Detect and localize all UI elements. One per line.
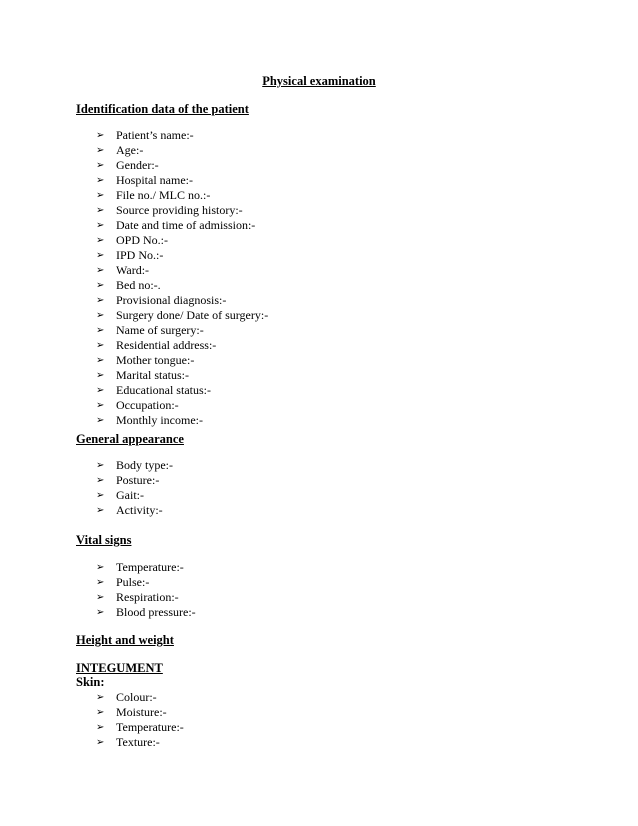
arrow-bullet-icon: ➢ (96, 340, 105, 351)
list-item (96, 690, 184, 705)
arrow-bullet-icon: ➢ (96, 505, 105, 516)
arrow-bullet-icon: ➢ (96, 250, 105, 261)
list-item-label: Name of surgery:- (116, 323, 204, 337)
arrow-bullet-icon: ➢ (96, 460, 105, 471)
list-item (96, 368, 268, 383)
list-item (96, 248, 268, 263)
list-item-label: Temperature:- (116, 560, 184, 574)
list-item-label: Temperature:- (116, 720, 184, 734)
list-item-label: Body type:- (116, 458, 173, 472)
list-item (96, 720, 184, 735)
arrow-bullet-icon: ➢ (96, 265, 105, 276)
list-item-label: Activity:- (116, 503, 163, 517)
list-integument (96, 690, 184, 750)
list-identification (96, 128, 268, 428)
arrow-bullet-icon: ➢ (96, 707, 105, 718)
arrow-bullet-icon: ➢ (96, 175, 105, 186)
arrow-bullet-icon: ➢ (96, 235, 105, 246)
page-title: Physical examination (262, 74, 376, 88)
list-item (96, 560, 196, 575)
arrow-bullet-icon: ➢ (96, 415, 105, 426)
list-item-label: Pulse:- (116, 575, 150, 589)
list-item-label: Source providing history:- (116, 203, 243, 217)
list-item-label: Gender:- (116, 158, 159, 172)
list-general-appearance (96, 458, 173, 518)
list-item-label: Colour:- (116, 690, 157, 704)
arrow-bullet-icon: ➢ (96, 475, 105, 486)
list-item (96, 398, 268, 413)
list-item-label: OPD No.:- (116, 233, 169, 247)
list-item (96, 293, 268, 308)
arrow-bullet-icon: ➢ (96, 160, 105, 171)
arrow-bullet-icon: ➢ (96, 400, 105, 411)
arrow-bullet-icon: ➢ (96, 722, 105, 733)
arrow-bullet-icon: ➢ (96, 737, 105, 748)
list-item-label: Age:- (116, 143, 144, 157)
list-item (96, 488, 173, 503)
list-item-label: Texture:- (116, 735, 160, 749)
arrow-bullet-icon: ➢ (96, 577, 105, 588)
arrow-bullet-icon: ➢ (96, 370, 105, 381)
arrow-bullet-icon: ➢ (96, 205, 105, 216)
list-item-label: Provisional diagnosis:- (116, 293, 227, 307)
list-item-label: Moisture:- (116, 705, 167, 719)
list-item (96, 353, 268, 368)
heading-general-appearance: General appearance (76, 432, 184, 446)
list-item-label: Date and time of admission:- (116, 218, 256, 232)
arrow-bullet-icon: ➢ (96, 220, 105, 231)
list-item-label: Patient’s name:- (116, 128, 194, 142)
list-item (96, 590, 196, 605)
list-item (96, 705, 184, 720)
arrow-bullet-icon: ➢ (96, 325, 105, 336)
arrow-bullet-icon: ➢ (96, 310, 105, 321)
list-item (96, 458, 173, 473)
heading-identification: Identification data of the patient (76, 102, 249, 116)
list-item-label: Respiration:- (116, 590, 179, 604)
list-item (96, 605, 196, 620)
list-vital-signs (96, 560, 196, 620)
list-item-label: Ward:- (116, 263, 150, 277)
list-item-label: IPD No.:- (116, 248, 164, 262)
list-item (96, 383, 268, 398)
list-item-label: Marital status:- (116, 368, 189, 382)
list-item (96, 735, 184, 750)
list-item (96, 473, 173, 488)
list-item-label: Blood pressure:- (116, 605, 196, 619)
heading-vital-signs: Vital signs (76, 533, 132, 547)
list-item (96, 263, 268, 278)
list-item (96, 173, 268, 188)
arrow-bullet-icon: ➢ (96, 692, 105, 703)
arrow-bullet-icon: ➢ (96, 130, 105, 141)
list-item (96, 575, 196, 590)
list-item (96, 143, 268, 158)
arrow-bullet-icon: ➢ (96, 385, 105, 396)
list-item (96, 128, 268, 143)
list-item (96, 203, 268, 218)
list-item (96, 413, 268, 428)
list-item-label: File no./ MLC no.:- (116, 188, 211, 202)
list-item-label: Educational status:- (116, 383, 211, 397)
list-item (96, 278, 268, 293)
arrow-bullet-icon: ➢ (96, 355, 105, 366)
list-item (96, 308, 268, 323)
list-item (96, 323, 268, 338)
arrow-bullet-icon: ➢ (96, 190, 105, 201)
list-item (96, 338, 268, 353)
list-item-label: Bed no:-. (116, 278, 161, 292)
arrow-bullet-icon: ➢ (96, 607, 105, 618)
list-item (96, 218, 268, 233)
list-item (96, 158, 268, 173)
list-item-label: Mother tongue:- (116, 353, 195, 367)
heading-integument: INTEGUMENT (76, 661, 163, 675)
list-item-label: Occupation:- (116, 398, 179, 412)
arrow-bullet-icon: ➢ (96, 280, 105, 291)
list-item (96, 188, 268, 203)
arrow-bullet-icon: ➢ (96, 295, 105, 306)
subheading-skin: Skin: (76, 675, 105, 689)
arrow-bullet-icon: ➢ (96, 562, 105, 573)
list-item (96, 503, 173, 518)
list-item-label: Gait:- (116, 488, 144, 502)
arrow-bullet-icon: ➢ (96, 592, 105, 603)
heading-height-weight: Height and weight (76, 633, 174, 647)
list-item-label: Surgery done/ Date of surgery:- (116, 308, 269, 322)
arrow-bullet-icon: ➢ (96, 145, 105, 156)
list-item-label: Residential address:- (116, 338, 217, 352)
arrow-bullet-icon: ➢ (96, 490, 105, 501)
list-item (96, 233, 268, 248)
list-item-label: Posture:- (116, 473, 160, 487)
list-item-label: Hospital name:- (116, 173, 193, 187)
list-item-label: Monthly income:- (116, 413, 203, 427)
